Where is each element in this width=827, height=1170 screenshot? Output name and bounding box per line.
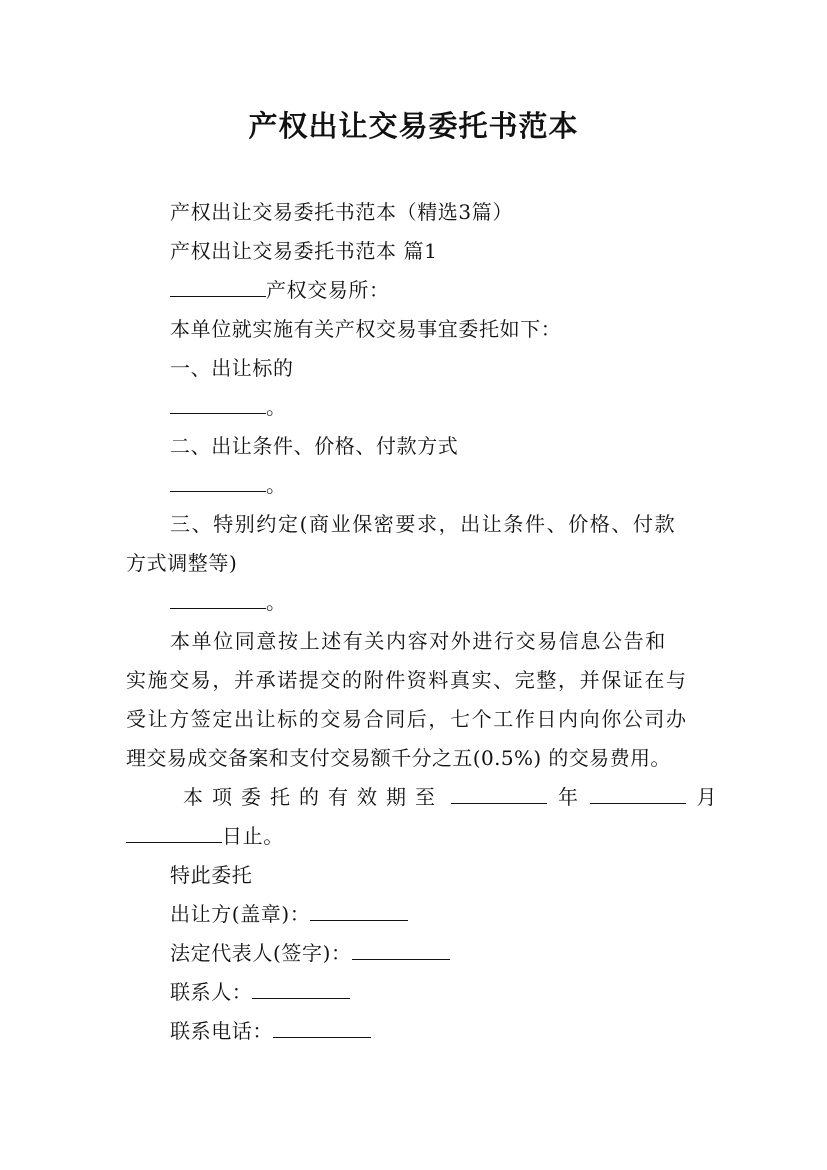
- item-2-fill-line: [170, 472, 287, 498]
- addressee-line: [170, 277, 390, 303]
- phone-line: [170, 1018, 371, 1044]
- agreement-line-1: 本单位同意按上述有关内容对外进行交易信息公告和: [170, 629, 667, 653]
- section-heading: 产权出让交易委托书范本 篇1: [170, 239, 438, 263]
- validity-line: [183, 784, 717, 810]
- document-title: 产权出让交易委托书范本: [248, 109, 579, 143]
- agreement-line-2: 实施交易，并承诺提交的附件资料真实、完整，并保证在与: [126, 668, 688, 692]
- item-2-blank: [170, 473, 266, 492]
- validity-prefix: 本项委托的有效期至: [183, 785, 444, 809]
- transferor-label: 出让方(盖章)：: [170, 902, 311, 926]
- item-1-blank: [170, 395, 266, 414]
- addressee-blank: [170, 278, 266, 297]
- item-2-heading: 二、出让条件、价格、付款方式: [170, 434, 459, 458]
- item-3-heading-line1: 三、特别约定(商业保密要求，出让条件、价格、付款: [170, 512, 677, 536]
- item-1-fill-line: [170, 394, 287, 420]
- validity-year-label: 年: [557, 785, 579, 809]
- item-3-heading-line2: 方式调整等): [126, 551, 238, 575]
- validity-month-blank: [590, 785, 686, 804]
- contact-label: 联系人：: [170, 980, 253, 1004]
- item-1-period: 。: [266, 395, 287, 419]
- contact-line: [170, 979, 350, 1005]
- addressee-suffix: 产权交易所：: [266, 278, 390, 302]
- contact-blank: [252, 980, 350, 999]
- agreement-line-4: 理交易成交备案和支付交易额千分之五(0.5%) 的交易费用。: [126, 746, 671, 770]
- legal-rep-label: 法定代表人(签字)：: [170, 941, 352, 965]
- legal-rep-line: [170, 940, 450, 966]
- validity-line-2: [126, 823, 284, 849]
- phone-label: 联系电话：: [170, 1019, 273, 1043]
- validity-day-blank: [126, 824, 222, 843]
- item-3-blank: [170, 590, 266, 609]
- legal-rep-blank: [352, 941, 450, 960]
- intro-paragraph: 本单位就实施有关产权交易事宜委托如下：: [170, 317, 562, 341]
- validity-year-blank: [451, 785, 547, 804]
- document-subtitle: 产权出让交易委托书范本（精选3篇）: [170, 200, 513, 224]
- item-1-heading: 一、出让标的: [170, 356, 294, 380]
- closing-text: 特此委托: [170, 863, 253, 887]
- item-3-fill-line: [170, 589, 287, 615]
- agreement-line-3: 受让方签定出让标的交易合同后，七个工作日内向你公司办: [126, 707, 688, 731]
- validity-day-suffix: 日止。: [222, 824, 284, 848]
- item-3-period: 。: [266, 590, 287, 614]
- transferor-line: [170, 901, 408, 927]
- item-2-period: 。: [266, 473, 287, 497]
- phone-blank: [273, 1019, 371, 1038]
- validity-month-label: 月: [696, 785, 718, 809]
- transferor-blank: [310, 902, 408, 921]
